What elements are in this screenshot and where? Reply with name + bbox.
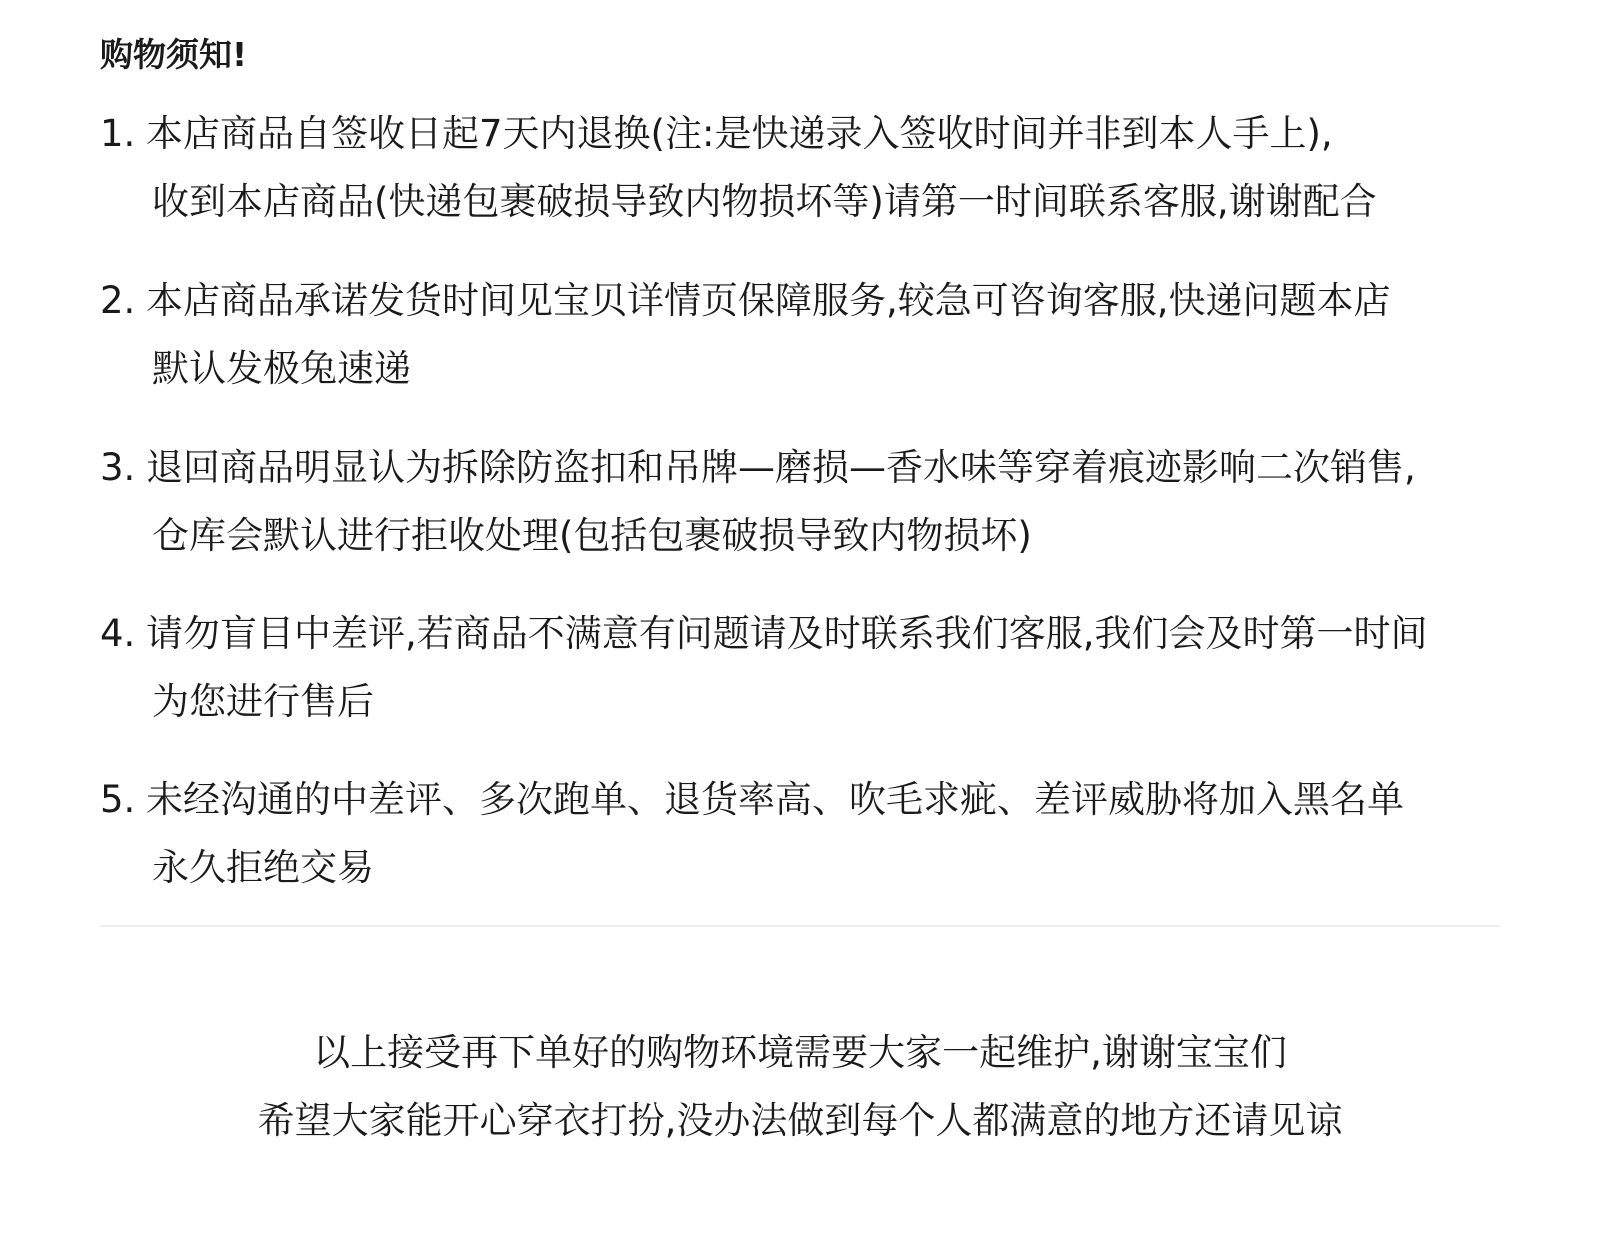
notice-title: 购物须知! [100, 35, 248, 74]
rule-line [100, 100, 1520, 168]
rule-text: 本店商品承诺发货时间见宝贝详情页保障服务,较急可咨询客服,快递问题本店 [146, 279, 1391, 322]
rule-item-1 [100, 100, 1520, 236]
rule-text: 本店商品自签收日起7天内退换(注:是快递录入签收时间并非到本人手上), [146, 112, 1333, 155]
rule-continuation: 仓库会默认进行拒收处理(包括包裹破损导致内物损坏) [152, 514, 1032, 557]
rule-text: 退回商品明显认为拆除防盗扣和吊牌—磨损—香水味等穿着痕迹影响二次销售, [146, 446, 1416, 489]
rule-text: 请勿盲目中差评,若商品不满意有问题请及时联系我们客服,我们会及时第一时间 [146, 612, 1428, 655]
rule-continuation: 收到本店商品(快递包裹破损导致内物损坏等)请第一时间联系客服,谢谢配合 [152, 180, 1377, 223]
rule-number: 1. [100, 112, 136, 155]
rule-item-4 [100, 600, 1520, 736]
rule-item-3 [100, 434, 1520, 570]
section-divider [100, 925, 1500, 927]
rule-item-5 [100, 766, 1520, 902]
rule-line [100, 600, 1520, 668]
rule-continuation: 永久拒绝交易 [152, 846, 374, 889]
rule-line [100, 434, 1520, 502]
rule-item-2 [100, 267, 1520, 403]
rule-number: 5. [100, 778, 136, 821]
footer-message-line-1: 以上接受再下单好的购物环境需要大家一起维护,谢谢宝宝们 [313, 1031, 1287, 1074]
rule-number: 4. [100, 612, 136, 655]
rule-number: 2. [100, 279, 136, 322]
rule-line [100, 267, 1520, 335]
rule-continuation: 默认发极兔速递 [152, 347, 411, 390]
rule-text: 未经沟通的中差评、多次跑单、退货率高、吹毛求疵、差评威胁将加入黑名单 [146, 778, 1404, 821]
rule-number: 3. [100, 446, 136, 489]
footer-message-line-2: 希望大家能开心穿衣打扮,没办法做到每个人都满意的地方还请见谅 [257, 1099, 1343, 1142]
rule-continuation: 为您进行售后 [152, 680, 374, 723]
rule-line [100, 766, 1520, 834]
